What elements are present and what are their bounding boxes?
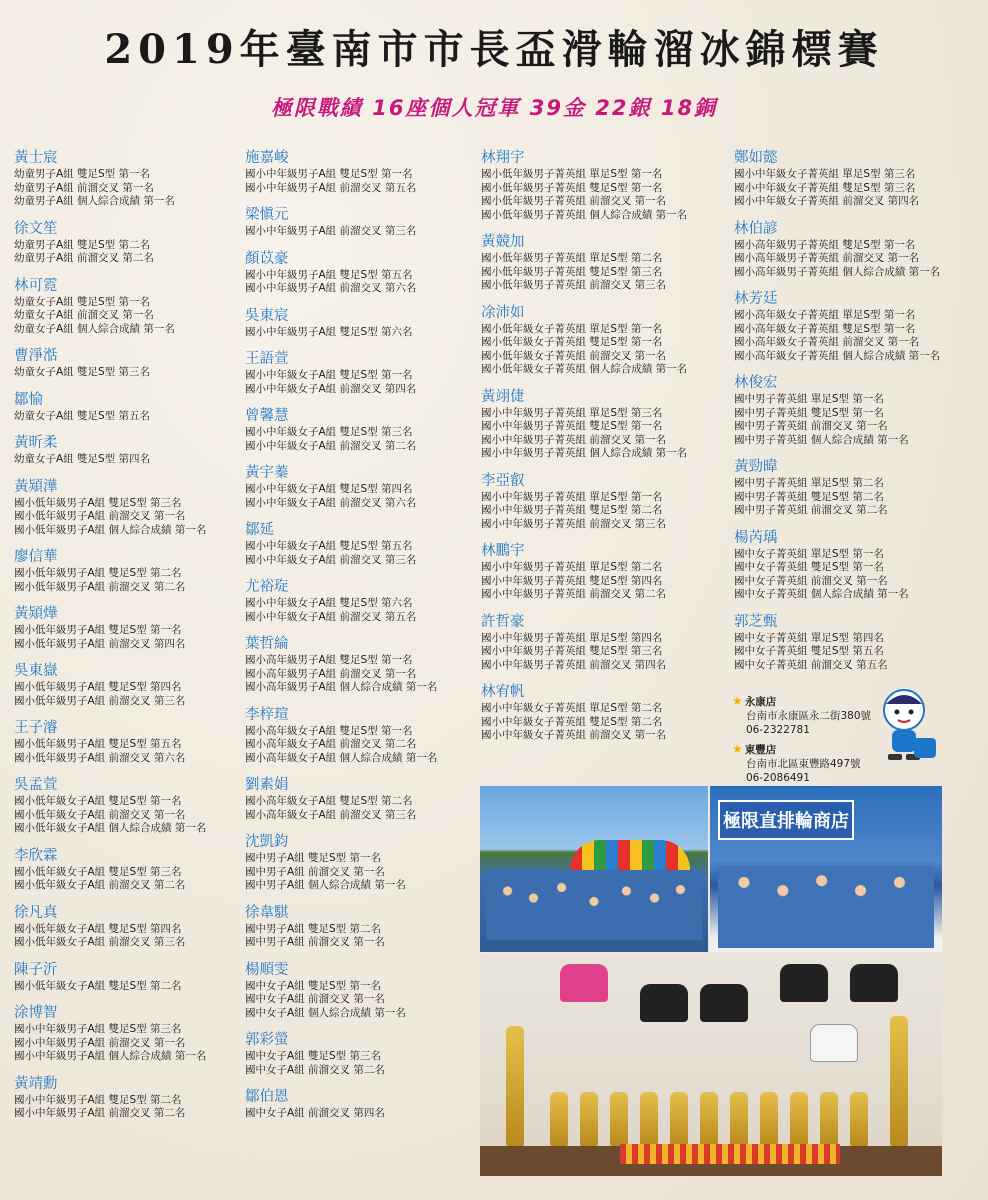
store-banner: 極限直排輪商店 xyxy=(718,800,854,840)
result-line: 國中女子菁英組 雙足S型 第一名 xyxy=(734,561,884,573)
athlete-name: 郭芝甄 xyxy=(734,613,778,630)
athlete-entry xyxy=(245,349,477,396)
result-line: 幼童男子A組 雙足S型 第一名 xyxy=(14,168,151,180)
result-line: 國小中年級女子A組 雙足S型 第一名 xyxy=(245,369,413,381)
result-line: 國小高年級男子A組 前溜交叉 第一名 xyxy=(245,667,417,680)
athlete-name: 李梓瑄 xyxy=(245,706,289,723)
result-line: 國中男子菁英組 前溜交叉 第二名 xyxy=(734,504,888,516)
athlete-entry xyxy=(14,390,240,424)
result-line: 國小低年級女子菁英組 雙足S型 第一名 xyxy=(481,336,663,348)
trophy-icon xyxy=(610,1092,628,1146)
result-line: 幼童男子A組 雙足S型 第二名 xyxy=(14,238,151,251)
athlete-name: 鄭如懿 xyxy=(734,150,778,166)
athlete-name: 林芳廷 xyxy=(734,291,778,307)
athlete-name: 尤裕琁 xyxy=(245,579,289,595)
result-line: 國小低年級女子A組 雙足S型 第二名 xyxy=(14,979,182,992)
result-line: 國小高年級男子菁英組 個人綜合成績 第一名 xyxy=(734,265,941,278)
result-line: 國小低年級男子A組 前溜交叉 第六名 xyxy=(14,751,186,764)
results-column-4 xyxy=(734,148,984,682)
result-line: 國小中年級女子菁英組 單足S型 第三名 xyxy=(734,168,916,180)
result-line: 國小中年級女子A組 雙足S型 第六名 xyxy=(245,597,413,609)
result-line: 國小高年級女子菁英組 個人綜合成績 第一名 xyxy=(734,349,941,362)
result-line: 國小中年級女子A組 前溜交叉 第四名 xyxy=(245,382,417,395)
result-line: 國小低年級男子A組 雙足S型 第二名 xyxy=(14,567,182,579)
store-phone: 06-2322781 xyxy=(746,724,810,736)
athlete-entry xyxy=(734,289,984,363)
result-line: 國小中年級女子菁英組 雙足S型 第三名 xyxy=(734,181,916,194)
result-line: 國小中年級男子菁英組 單足S型 第一名 xyxy=(481,490,663,503)
store-phone: 06-2086491 xyxy=(746,772,810,784)
result-line: 國小低年級男子A組 前溜交叉 第一名 xyxy=(14,510,186,522)
athlete-name: 黃宇蓁 xyxy=(245,465,289,481)
athlete-entry xyxy=(14,433,240,467)
athlete-name: 黃翊倢 xyxy=(481,388,525,405)
result-line: 幼童男子A組 個人綜合成績 第一名 xyxy=(14,195,175,207)
athlete-entry xyxy=(245,406,477,453)
athlete-name: 梁愼元 xyxy=(245,207,289,223)
result-line: 國中男子菁英組 單足S型 第一名 xyxy=(734,393,884,405)
result-line: 國小中年級男子A組 雙足S型 第一名 xyxy=(245,168,413,180)
result-line: 國小高年級女子A組 個人綜合成績 第一名 xyxy=(245,751,438,764)
athlete-entry xyxy=(245,705,477,766)
result-line: 國中女子A組 雙足S型 第一名 xyxy=(245,979,382,992)
store-address: 台南市北區東豐路497號 xyxy=(746,758,861,770)
page-title: 2019年臺南市市長盃滑輪溜冰錦標賽 xyxy=(104,26,884,73)
result-line: 國小中年級男子A組 前溜交叉 第三名 xyxy=(245,225,417,237)
athlete-entry xyxy=(245,903,477,950)
result-line: 國小低年級男子A組 雙足S型 第五名 xyxy=(14,738,182,750)
trophy-icon xyxy=(506,1026,524,1146)
result-line: 國小中年級男子A組 前溜交叉 第五名 xyxy=(245,181,417,194)
athlete-entry xyxy=(14,1074,240,1121)
group-of-skaters xyxy=(486,870,702,940)
athlete-name: 許哲豪 xyxy=(481,613,525,630)
star-icon: ★ xyxy=(732,694,743,708)
athlete-name: 廖信華 xyxy=(14,549,58,565)
result-line: 國小高年級女子A組 前溜交叉 第二名 xyxy=(245,738,417,750)
group-of-skaters xyxy=(718,866,934,948)
result-line: 國小中年級男子菁英組 個人綜合成績 第一名 xyxy=(481,447,688,459)
athlete-entry xyxy=(14,775,240,836)
athlete-entry xyxy=(481,612,731,673)
athlete-name: 黃熲燁 xyxy=(14,606,58,622)
result-line: 國小高年級女子菁英組 單足S型 第一名 xyxy=(734,309,916,321)
athlete-entry xyxy=(14,903,240,950)
athlete-entry xyxy=(245,306,477,340)
result-line: 國小中年級女子A組 雙足S型 第四名 xyxy=(245,483,413,495)
skate-icon xyxy=(810,1024,858,1062)
result-line: 幼童女子A組 個人綜合成績 第一名 xyxy=(14,322,175,335)
athlete-name: 林俊宏 xyxy=(734,375,778,391)
result-line: 國小中年級男子A組 雙足S型 第六名 xyxy=(245,325,413,338)
athlete-entry xyxy=(245,1087,477,1121)
result-line: 國小中年級男子菁英組 前溜交叉 第四名 xyxy=(481,658,667,671)
result-line: 國小高年級男子菁英組 雙足S型 第一名 xyxy=(734,238,916,251)
result-line: 國小中年級女子A組 雙足S型 第五名 xyxy=(245,540,413,552)
mascot-logo xyxy=(874,686,938,768)
store-dongfeng xyxy=(732,742,861,785)
result-line: 國中男子A組 雙足S型 第二名 xyxy=(245,922,382,935)
athlete-entry xyxy=(14,604,240,651)
athlete-name: 郭彩螢 xyxy=(245,1032,289,1048)
athlete-entry xyxy=(14,219,240,266)
athlete-name: 凃沛如 xyxy=(481,304,525,321)
athlete-name: 黃昕柔 xyxy=(14,435,58,451)
result-line: 國小中年級男子A組 雙足S型 第三名 xyxy=(14,1023,182,1035)
results-column-3 xyxy=(481,148,731,753)
result-line: 國小中年級男子A組 個人綜合成績 第一名 xyxy=(14,1050,207,1062)
skate-icon xyxy=(700,984,748,1022)
trophy-icon xyxy=(790,1092,808,1146)
athlete-entry xyxy=(14,346,240,380)
athlete-name: 顏苡豪 xyxy=(245,250,289,267)
athlete-name: 葉哲綸 xyxy=(245,636,289,652)
athlete-entry xyxy=(245,775,477,822)
result-line: 國小高年級男子菁英組 前溜交叉 第一名 xyxy=(734,252,920,264)
trophy-icon xyxy=(640,1092,658,1146)
trophy-icon xyxy=(700,1092,718,1146)
trophy-display-photo xyxy=(480,954,942,1176)
result-line: 國小中年級男子菁英組 雙足S型 第四名 xyxy=(481,574,663,587)
athlete-name: 涂博智 xyxy=(14,1005,58,1021)
athlete-name: 王子濬 xyxy=(14,720,58,736)
result-line: 國小低年級女子菁英組 個人綜合成績 第一名 xyxy=(481,363,688,375)
store-name: 東豐店 xyxy=(744,744,777,756)
athlete-name: 黃勁暐 xyxy=(734,459,778,475)
athlete-name: 曹淨湉 xyxy=(14,348,58,364)
athlete-entry xyxy=(14,1003,240,1064)
result-line: 幼童女子A組 雙足S型 第一名 xyxy=(14,295,151,308)
result-line: 國小中年級女子菁英組 單足S型 第二名 xyxy=(481,702,663,714)
athlete-name: 徐文笙 xyxy=(14,220,58,237)
athlete-name: 林可霓 xyxy=(14,277,58,294)
result-line: 幼童男子A組 前溜交叉 第一名 xyxy=(14,181,154,194)
result-line: 國小低年級男子A組 雙足S型 第三名 xyxy=(14,496,182,509)
athlete-entry xyxy=(245,148,477,195)
trophy-icon xyxy=(670,1092,688,1146)
athlete-name: 吳孟萱 xyxy=(14,777,58,793)
result-line: 國中男子A組 前溜交叉 第一名 xyxy=(245,865,385,878)
skate-icon xyxy=(850,964,898,1002)
result-line: 國中女子A組 雙足S型 第三名 xyxy=(245,1050,382,1062)
result-line: 國小低年級男子菁英組 雙足S型 第三名 xyxy=(481,265,663,278)
results-column-1 xyxy=(14,148,240,1131)
athlete-name: 徐凡真 xyxy=(14,904,58,921)
athlete-name: 鄒伯恩 xyxy=(245,1089,289,1105)
trophy-icon xyxy=(890,1016,908,1146)
athlete-entry xyxy=(14,960,240,994)
result-line: 國中女子菁英組 單足S型 第四名 xyxy=(734,631,884,644)
result-line: 國小中年級女子A組 前溜交叉 第三名 xyxy=(245,553,417,566)
medals xyxy=(620,1144,840,1164)
result-line: 國中男子菁英組 單足S型 第二名 xyxy=(734,477,884,489)
result-line: 國小中年級男子菁英組 雙足S型 第三名 xyxy=(481,645,663,657)
athlete-entry xyxy=(734,219,984,280)
result-line: 國小中年級女子A組 前溜交叉 第二名 xyxy=(245,439,417,452)
athlete-name: 陳子沂 xyxy=(14,961,58,978)
athlete-name: 楊順雯 xyxy=(245,961,289,978)
result-line: 國小低年級男子A組 雙足S型 第四名 xyxy=(14,681,182,693)
result-line: 國小高年級女子A組 雙足S型 第二名 xyxy=(245,795,413,807)
result-line: 國小低年級男子菁英組 單足S型 第一名 xyxy=(481,168,663,180)
athlete-entry xyxy=(245,634,477,695)
skate-icon xyxy=(560,964,608,1002)
result-line: 國小高年級女子A組 雙足S型 第一名 xyxy=(245,724,413,737)
athlete-entry xyxy=(734,457,984,518)
result-line: 國小中年級男子菁英組 單足S型 第三名 xyxy=(481,406,663,419)
result-line: 國小低年級女子A組 雙足S型 第四名 xyxy=(14,922,182,935)
athlete-entry xyxy=(734,612,984,673)
trophy-icon xyxy=(580,1092,598,1146)
result-line: 國小高年級女子菁英組 雙足S型 第一名 xyxy=(734,322,916,335)
result-line: 幼童女子A組 雙足S型 第五名 xyxy=(14,409,151,422)
athlete-name: 鄒延 xyxy=(245,522,274,538)
athlete-entry xyxy=(14,276,240,337)
athlete-entry xyxy=(245,832,477,893)
star-icon: ★ xyxy=(732,742,743,756)
athlete-entry xyxy=(481,148,731,222)
athlete-name: 劉素娟 xyxy=(245,777,289,793)
result-line: 國小中年級男子A組 前溜交叉 第一名 xyxy=(14,1036,186,1049)
team-photo-store xyxy=(710,786,942,952)
athlete-entry xyxy=(14,148,240,209)
athlete-entry xyxy=(481,232,731,293)
athlete-entry xyxy=(481,471,731,532)
result-line: 國中女子菁英組 前溜交叉 第五名 xyxy=(734,658,888,671)
athlete-name: 林伯諺 xyxy=(734,220,778,237)
result-line: 國小中年級女子A組 前溜交叉 第六名 xyxy=(245,496,417,509)
result-line: 國中女子A組 前溜交叉 第四名 xyxy=(245,1107,385,1119)
result-line: 國中男子菁英組 雙足S型 第二名 xyxy=(734,490,884,503)
result-line: 幼童男子A組 前溜交叉 第二名 xyxy=(14,252,154,264)
trophy-icon xyxy=(550,1092,568,1146)
result-line: 國小低年級男子菁英組 前溜交叉 第一名 xyxy=(481,195,667,207)
athlete-entry xyxy=(245,960,477,1021)
result-line: 國小低年級男子A組 前溜交叉 第三名 xyxy=(14,694,186,707)
result-line: 國中女子菁英組 單足S型 第一名 xyxy=(734,547,884,560)
athlete-name: 吳東嶽 xyxy=(14,663,58,679)
result-line: 國小中年級男子A組 前溜交叉 第六名 xyxy=(245,282,417,294)
results-column-2 xyxy=(245,148,477,1131)
result-line: 國小高年級男子A組 個人綜合成績 第一名 xyxy=(245,681,438,693)
result-line: 國中女子A組 前溜交叉 第一名 xyxy=(245,993,385,1005)
athlete-entry xyxy=(14,547,240,594)
store-yongkang xyxy=(732,694,871,737)
store-address: 台南市永康區永二街380號 xyxy=(746,710,872,722)
athlete-name: 施嘉峻 xyxy=(245,150,289,166)
result-line: 國小中年級女子A組 前溜交叉 第五名 xyxy=(245,610,417,623)
result-line: 國小中年級男子菁英組 雙足S型 第一名 xyxy=(481,420,663,432)
trophy-icon xyxy=(730,1092,748,1146)
athlete-entry xyxy=(14,661,240,708)
athlete-name: 曾馨慧 xyxy=(245,408,289,424)
result-line: 國小低年級男子A組 雙足S型 第一名 xyxy=(14,624,182,636)
athlete-name: 吳東宸 xyxy=(245,307,289,324)
page-subtitle: 極限戰績 16座個人冠軍 39金 22銀 18銅 xyxy=(270,96,718,120)
result-line: 國中男子A組 前溜交叉 第一名 xyxy=(245,936,385,948)
athlete-entry xyxy=(14,846,240,893)
athlete-entry xyxy=(14,718,240,765)
result-line: 國小低年級男子A組 前溜交叉 第四名 xyxy=(14,637,186,650)
result-line: 國小中年級女子A組 雙足S型 第三名 xyxy=(245,426,413,438)
athlete-name: 沈凱鈞 xyxy=(245,834,289,850)
trophy-icon xyxy=(850,1092,868,1146)
result-line: 國小中年級女子菁英組 雙足S型 第二名 xyxy=(481,715,663,728)
result-line: 國中女子菁英組 雙足S型 第五名 xyxy=(734,645,884,657)
result-line: 國小中年級男子菁英組 前溜交叉 第二名 xyxy=(481,588,667,600)
result-line: 國中男子菁英組 個人綜合成績 第一名 xyxy=(734,433,909,446)
athlete-entry xyxy=(245,249,477,296)
result-line: 國小中年級男子菁英組 單足S型 第四名 xyxy=(481,631,663,644)
result-line: 國中女子菁英組 個人綜合成績 第一名 xyxy=(734,588,909,600)
athlete-name: 黃士宸 xyxy=(14,150,58,166)
result-line: 國小中年級女子菁英組 前溜交叉 第四名 xyxy=(734,195,920,207)
result-line: 幼童女子A組 前溜交叉 第一名 xyxy=(14,309,154,321)
result-line: 國中男子A組 雙足S型 第一名 xyxy=(245,852,382,864)
result-line: 國中女子A組 前溜交叉 第二名 xyxy=(245,1063,385,1076)
result-line: 國小低年級女子A組 雙足S型 第一名 xyxy=(14,795,182,807)
result-line: 國小中年級男子菁英組 雙足S型 第二名 xyxy=(481,504,663,516)
athlete-name: 王語萱 xyxy=(245,351,289,367)
athlete-name: 林鵬宇 xyxy=(481,543,525,559)
result-line: 國小中年級男子A組 前溜交叉 第二名 xyxy=(14,1107,186,1119)
result-line: 國小中年級男子菁英組 單足S型 第二名 xyxy=(481,561,663,573)
result-line: 國小低年級男子A組 前溜交叉 第二名 xyxy=(14,580,186,593)
athlete-name: 李欣霖 xyxy=(14,847,58,864)
athlete-entry xyxy=(481,682,731,743)
result-line: 國小中年級男子菁英組 前溜交叉 第一名 xyxy=(481,433,667,446)
athlete-entry xyxy=(14,477,240,538)
skate-icon xyxy=(780,964,828,1002)
athlete-name: 鄒愉 xyxy=(14,391,43,408)
athlete-name: 林宥帆 xyxy=(481,684,525,700)
athlete-name: 黃競加 xyxy=(481,234,525,250)
result-line: 國小低年級女子A組 前溜交叉 第三名 xyxy=(14,936,186,948)
result-line: 國小高年級女子菁英組 前溜交叉 第一名 xyxy=(734,336,920,348)
athlete-entry xyxy=(481,387,731,461)
result-line: 國小中年級女子菁英組 前溜交叉 第一名 xyxy=(481,729,667,741)
athlete-name: 林翔宇 xyxy=(481,150,525,166)
store-name: 永康店 xyxy=(744,696,777,708)
athlete-name: 楊芮瑀 xyxy=(734,529,778,546)
athlete-entry xyxy=(245,463,477,510)
result-line: 國中女子A組 個人綜合成績 第一名 xyxy=(245,1006,406,1019)
result-line: 國小低年級女子A組 雙足S型 第三名 xyxy=(14,865,182,878)
result-line: 國小低年級男子菁英組 個人綜合成績 第一名 xyxy=(481,208,688,221)
athlete-entry xyxy=(245,577,477,624)
result-line: 國小低年級女子菁英組 單足S型 第一名 xyxy=(481,322,663,335)
result-line: 國中男子菁英組 雙足S型 第一名 xyxy=(734,406,884,419)
result-line: 國小高年級男子A組 雙足S型 第一名 xyxy=(245,654,413,666)
athlete-entry xyxy=(734,528,984,602)
result-line: 國小低年級女子A組 前溜交叉 第一名 xyxy=(14,808,186,821)
result-line: 國中男子A組 個人綜合成績 第一名 xyxy=(245,879,406,891)
result-line: 國小低年級男子菁英組 單足S型 第二名 xyxy=(481,252,663,264)
result-line: 國中女子菁英組 前溜交叉 第一名 xyxy=(734,574,888,587)
athlete-entry xyxy=(481,541,731,602)
result-line: 國小中年級男子A組 雙足S型 第五名 xyxy=(245,268,413,281)
athlete-name: 徐韋騏 xyxy=(245,904,289,921)
athlete-name: 李亞叡 xyxy=(481,472,525,489)
result-line: 國小中年級男子菁英組 前溜交叉 第三名 xyxy=(481,517,667,530)
result-line: 國小低年級女子A組 前溜交叉 第二名 xyxy=(14,879,186,891)
athlete-name: 黃靖勳 xyxy=(14,1075,58,1092)
result-line: 國小低年級男子A組 個人綜合成績 第一名 xyxy=(14,523,207,536)
athlete-entry xyxy=(245,520,477,567)
result-line: 幼童女子A組 雙足S型 第三名 xyxy=(14,366,151,378)
trophy-icon xyxy=(820,1092,838,1146)
result-line: 幼童女子A組 雙足S型 第四名 xyxy=(14,453,151,465)
result-line: 國小低年級女子A組 個人綜合成績 第一名 xyxy=(14,822,207,834)
tent xyxy=(570,840,690,870)
skate-icon xyxy=(640,984,688,1022)
trophy-icon xyxy=(760,1092,778,1146)
athlete-entry xyxy=(734,148,984,209)
result-line: 國小高年級女子A組 前溜交叉 第三名 xyxy=(245,808,417,821)
result-line: 國小低年級女子菁英組 前溜交叉 第一名 xyxy=(481,349,667,362)
athlete-entry xyxy=(245,1030,477,1077)
athlete-entry xyxy=(481,303,731,377)
result-line: 國中男子菁英組 前溜交叉 第一名 xyxy=(734,420,888,432)
result-line: 國小中年級男子A組 雙足S型 第二名 xyxy=(14,1093,182,1106)
result-line: 國小低年級男子菁英組 前溜交叉 第三名 xyxy=(481,279,667,291)
team-photo-outdoor xyxy=(480,786,708,952)
athlete-entry xyxy=(245,205,477,239)
athlete-entry xyxy=(734,373,984,447)
result-line: 國小低年級男子菁英組 雙足S型 第一名 xyxy=(481,181,663,194)
athlete-name: 黃熲澕 xyxy=(14,478,58,495)
